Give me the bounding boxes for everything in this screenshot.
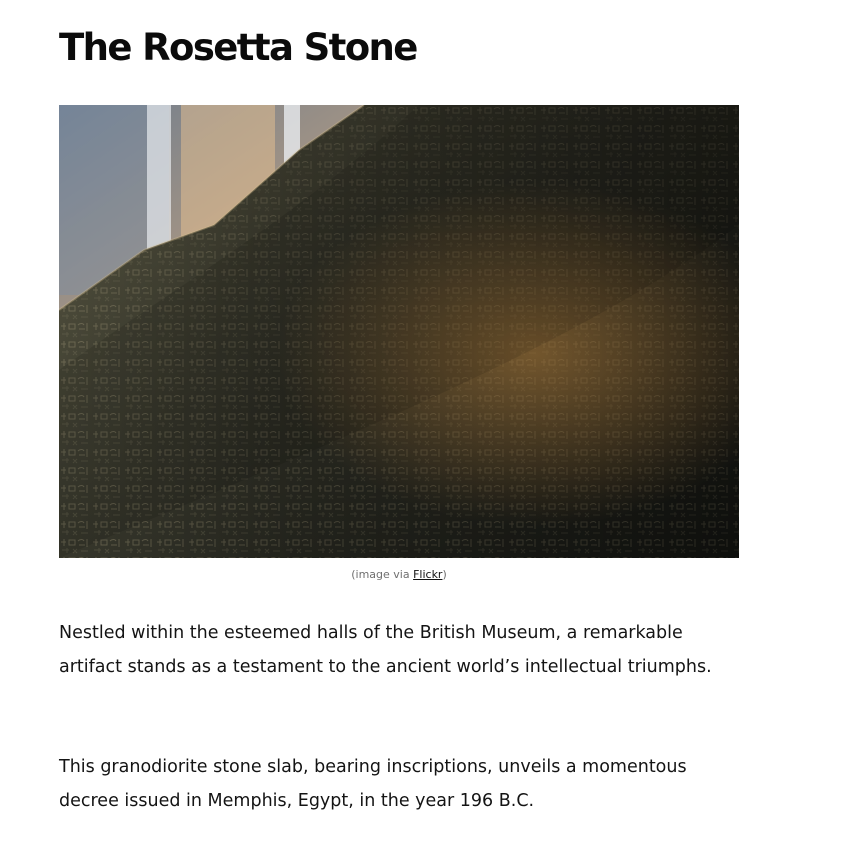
image-caption [59,567,739,582]
article-figure [59,105,739,581]
photo-illustration [59,105,739,558]
intro-paragraph: Nestled within the esteemed halls of the British Museum, a remarkable artifact stands as a testament to the ancient world’s intellectual triumphs. [59,623,712,677]
article-title: The Rosetta Stone [59,26,417,69]
caption-suffix: ) [442,568,447,581]
rosetta-stone-photo [59,105,739,558]
decree-paragraph: This granodiorite stone slab, bearing inscriptions, unveils a momentous decree issued in Memphis, Egypt, in the year 196 B.C. [59,757,687,811]
caption-prefix: (image via [351,568,414,581]
flickr-link[interactable]: Flickr [413,568,443,581]
